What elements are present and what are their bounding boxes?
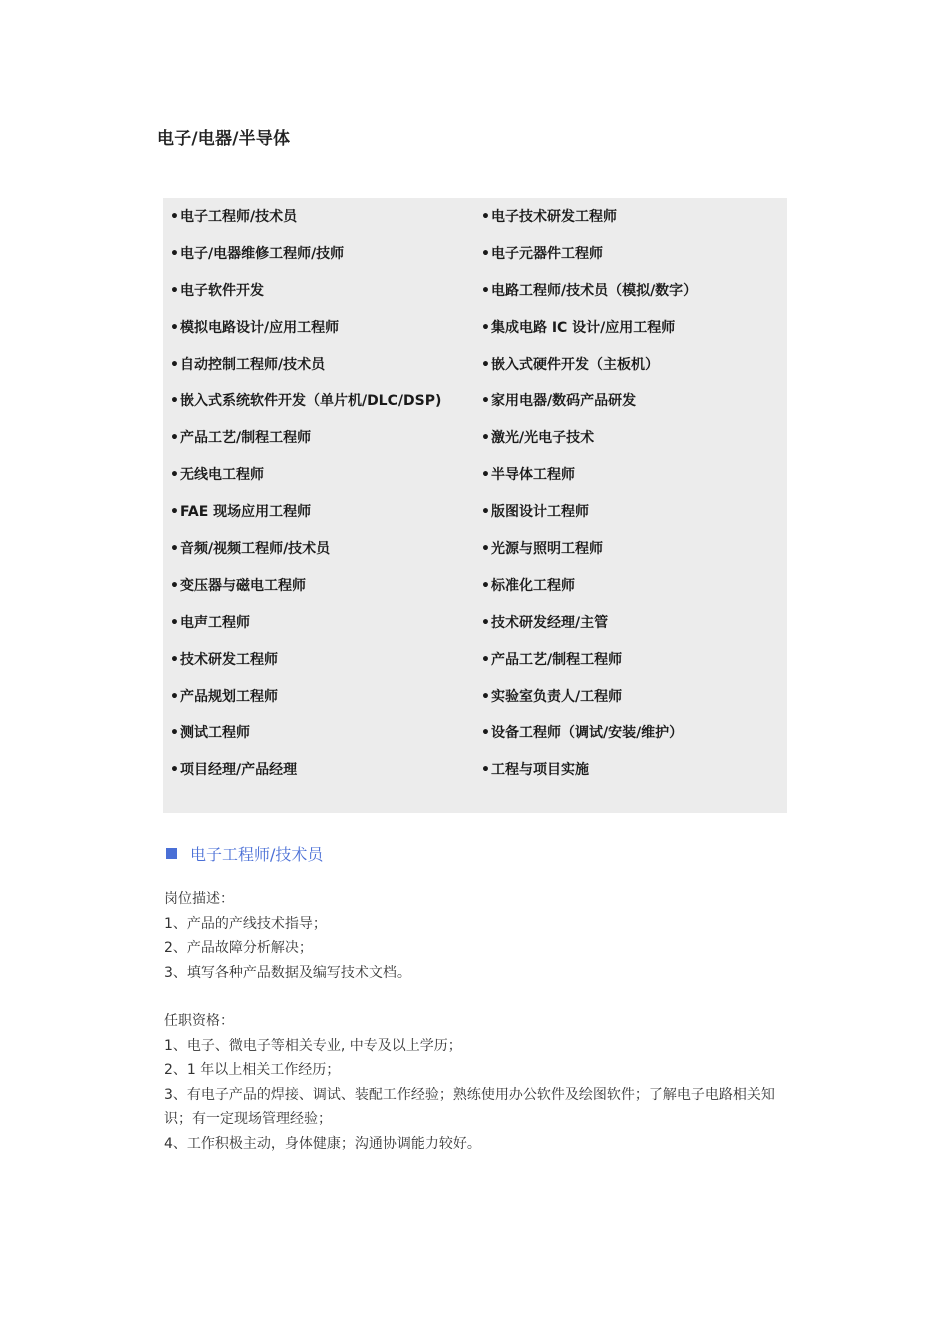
description-label: 岗位描述：	[164, 891, 234, 907]
bullet-marker: •	[481, 725, 490, 742]
job-link[interactable]	[170, 280, 441, 317]
bullet-marker: •	[170, 467, 179, 484]
description-line: 3、填写各种产品数据及编写技术文档。	[164, 964, 411, 981]
bullet-marker: •	[170, 430, 179, 447]
bullet-marker: •	[170, 614, 179, 631]
job-link-label: 实验室负责人/工程师	[490, 688, 623, 705]
job-link-label: 模拟电路设计/应用工程师	[179, 319, 340, 336]
job-link[interactable]	[170, 317, 441, 354]
requirements-line: 2、1 年以上相关工作经历；	[164, 1062, 341, 1079]
job-link-label: 半导体工程师	[490, 467, 575, 484]
page-title: 电子/电器/半导体	[157, 129, 291, 149]
bullet-marker: •	[170, 245, 179, 262]
job-link-label: 音频/视频工程师/技术员	[179, 541, 331, 558]
job-link-label: 光源与照明工程师	[490, 541, 603, 558]
job-link-label: 技术研发经理/主管	[490, 614, 609, 631]
requirements-line: 4、工作积极主动，身体健康；沟通协调能力较好。	[164, 1135, 481, 1152]
job-link-label: 标准化工程师	[490, 577, 575, 594]
bullet-marker: •	[170, 688, 179, 705]
requirements-label: 任职资格：	[164, 1013, 234, 1029]
bullet-marker: •	[170, 725, 179, 742]
bullet-marker: •	[481, 688, 490, 705]
requirements-line: 3、有电子产品的焊接、调试、装配工作经验；熟练使用办公软件及绘图软件；了解电子电路相关知识；有一定现场管理经验；	[164, 1086, 775, 1128]
job-description	[164, 887, 784, 985]
job-link[interactable]	[170, 759, 441, 796]
section-heading-text: 电子工程师/技术员	[190, 845, 324, 864]
job-link-label: 设备工程师（调试/安装/维护）	[490, 725, 684, 742]
bullet-marker: •	[170, 651, 179, 668]
bullet-marker: •	[481, 467, 490, 484]
job-link[interactable]	[170, 390, 441, 427]
job-link[interactable]	[481, 243, 697, 280]
job-link[interactable]	[170, 722, 441, 759]
bullet-marker: •	[481, 614, 490, 631]
bullet-marker: •	[481, 651, 490, 668]
jobs-panel	[163, 198, 787, 813]
job-link[interactable]	[481, 501, 697, 538]
job-link[interactable]	[481, 354, 697, 391]
bullet-marker: •	[481, 762, 490, 779]
bullet-marker: •	[481, 430, 490, 447]
requirements-line: 1、电子、微电子等相关专业, 中专及以上学历；	[164, 1037, 462, 1054]
job-link-label: 电子工程师/技术员	[179, 209, 298, 225]
bullet-marker: •	[481, 245, 490, 262]
job-link-label: 激光/光电子技术	[490, 430, 595, 447]
bullet-marker: •	[170, 209, 179, 225]
job-link[interactable]	[170, 686, 441, 723]
job-link[interactable]	[170, 612, 441, 649]
job-link[interactable]	[481, 649, 697, 686]
bullet-marker: •	[170, 577, 179, 594]
job-link[interactable]	[170, 206, 441, 243]
square-icon	[166, 848, 177, 859]
job-link[interactable]	[170, 575, 441, 612]
description-line: 2、产品故障分析解决；	[164, 940, 313, 957]
job-link-label: 变压器与磁电工程师	[179, 577, 306, 594]
bullet-marker: •	[170, 393, 179, 410]
bullet-marker: •	[481, 319, 490, 336]
bullet-marker: •	[481, 282, 490, 299]
job-link-label: 项目经理/产品经理	[179, 762, 298, 779]
job-link[interactable]	[170, 243, 441, 280]
job-link[interactable]	[481, 280, 697, 317]
job-link-label: 电声工程师	[179, 614, 250, 631]
bullet-marker: •	[481, 577, 490, 594]
job-link[interactable]	[481, 686, 697, 723]
job-link-label: 产品工艺/制程工程师	[179, 430, 312, 447]
jobs-column-right	[481, 206, 697, 796]
bullet-marker: •	[170, 282, 179, 299]
job-link[interactable]	[481, 206, 697, 243]
jobs-column-left	[170, 206, 441, 796]
job-link[interactable]	[170, 538, 441, 575]
bullet-marker: •	[481, 504, 490, 521]
job-link-label: 电子软件开发	[179, 282, 264, 299]
job-link-label: 版图设计工程师	[490, 504, 589, 521]
job-link[interactable]	[170, 464, 441, 501]
bullet-marker: •	[170, 541, 179, 558]
job-link[interactable]	[170, 649, 441, 686]
job-link[interactable]	[481, 390, 697, 427]
job-link-label: 嵌入式系统软件开发（单片机/DLC/DSP)	[179, 393, 442, 410]
job-link[interactable]	[481, 759, 697, 796]
job-link-label: 自动控制工程师/技术员	[179, 356, 326, 373]
bullet-marker: •	[170, 356, 179, 373]
job-link[interactable]	[170, 501, 441, 538]
job-link-label: 电子技术研发工程师	[490, 209, 617, 225]
job-link-label: 电子/电器维修工程师/技师	[179, 245, 345, 262]
job-link-label: 产品工艺/制程工程师	[490, 651, 623, 668]
bullet-marker: •	[481, 393, 490, 410]
job-link-label: FAE 现场应用工程师	[179, 504, 312, 521]
job-link[interactable]	[481, 538, 697, 575]
job-link[interactable]	[481, 612, 697, 649]
job-link[interactable]	[481, 317, 697, 354]
job-link-label: 电路工程师/技术员（模拟/数字）	[490, 282, 698, 299]
job-link-label: 产品规划工程师	[179, 688, 278, 705]
job-link-label: 嵌入式硬件开发（主板机）	[490, 356, 659, 373]
bullet-marker: •	[481, 356, 490, 373]
job-link-label: 技术研发工程师	[179, 651, 278, 668]
job-link-label: 集成电路 IC 设计/应用工程师	[490, 319, 676, 336]
bullet-marker: •	[170, 504, 179, 521]
section-heading	[166, 842, 323, 865]
bullet-marker: •	[481, 209, 490, 225]
job-link[interactable]	[481, 427, 697, 464]
job-link[interactable]	[170, 427, 441, 464]
job-link[interactable]	[170, 354, 441, 391]
job-link[interactable]	[481, 464, 697, 501]
bullet-marker: •	[170, 319, 179, 336]
job-link[interactable]	[481, 722, 697, 759]
job-link-label: 工程与项目实施	[490, 762, 589, 779]
job-requirements	[164, 1009, 784, 1157]
bullet-marker: •	[481, 541, 490, 558]
job-link[interactable]	[481, 575, 697, 612]
job-link-label: 家用电器/数码产品研发	[490, 393, 637, 410]
bullet-marker: •	[170, 762, 179, 779]
description-line: 1、产品的产线技术指导；	[164, 915, 327, 932]
job-link-label: 电子元器件工程师	[490, 245, 603, 262]
job-link-label: 测试工程师	[179, 725, 250, 742]
job-link-label: 无线电工程师	[179, 467, 264, 484]
